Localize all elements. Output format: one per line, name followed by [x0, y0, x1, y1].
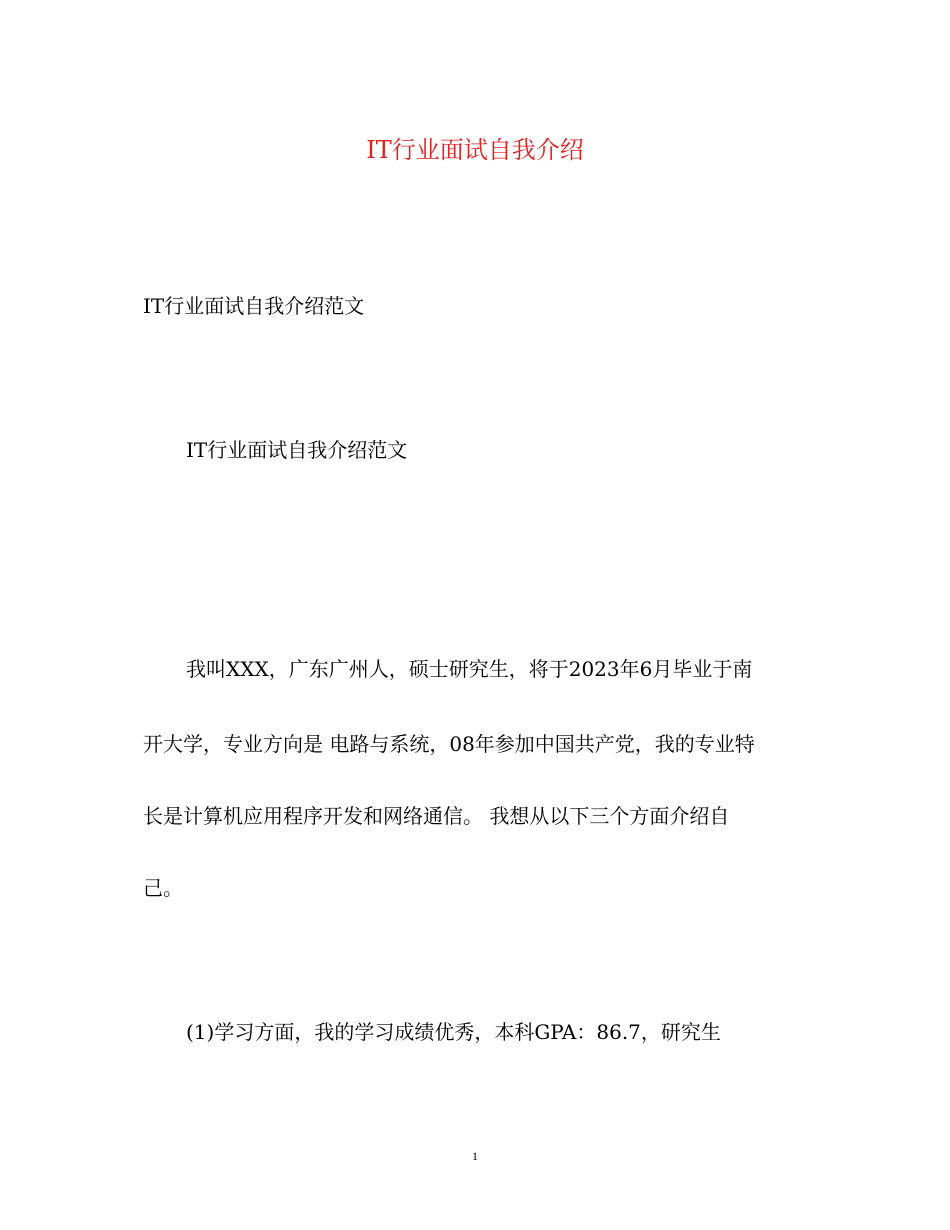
- section-heading: IT行业面试自我介绍范文: [186, 438, 408, 462]
- document-title: IT行业面试自我介绍: [366, 136, 584, 164]
- page-number: 1: [472, 1149, 478, 1163]
- paragraph-line: 长是计算机应用程序开发和网络通信。 我想从以下三个方面介绍自: [143, 804, 730, 828]
- paragraph-line: 开大学，专业方向是 电路与系统，08年参加中国共产党，我的专业特: [143, 732, 755, 756]
- subtitle: IT行业面试自我介绍范文: [143, 294, 365, 318]
- paragraph-line: (1)学习方面，我的学习成绩优秀，本科GPA：86.7，研究生: [186, 1020, 721, 1044]
- paragraph-line: 己。: [143, 876, 183, 900]
- paragraph-line: 我叫XXX，广东广州人，硕士研究生，将于2023年6月毕业于南: [186, 657, 753, 681]
